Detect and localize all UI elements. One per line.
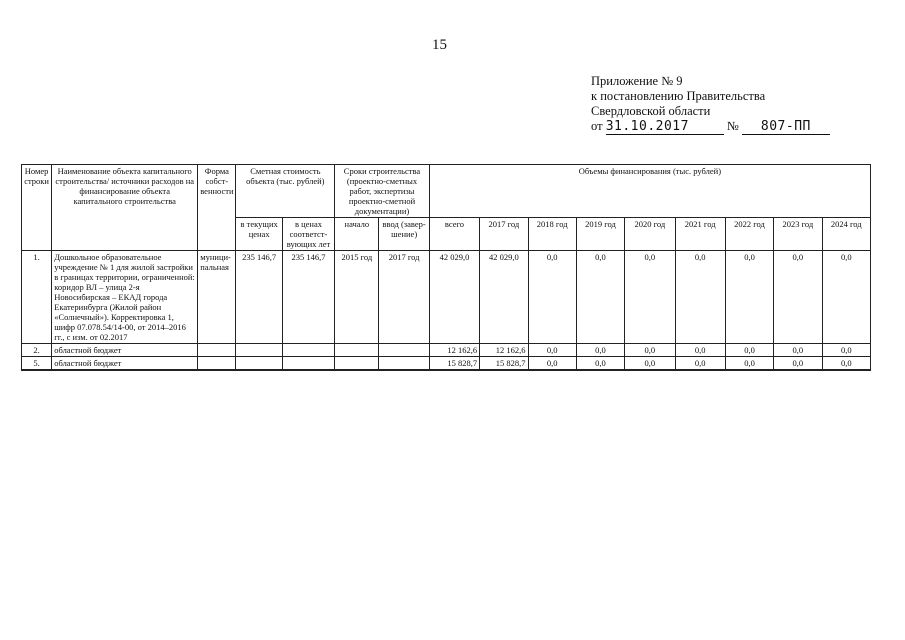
row-form: муници-пальная — [198, 251, 236, 344]
appendix-title: Приложение № 9 — [591, 74, 683, 88]
decree-date: 31.10.2017 — [606, 119, 724, 135]
row-cost-years — [282, 357, 334, 371]
row-year-value: 0,0 — [675, 344, 725, 357]
header-year: 2024 год — [822, 218, 871, 251]
date-prefix: от — [591, 119, 603, 133]
row-year-value: 15 828,7 — [480, 357, 528, 371]
header-form: Форма собст-венности — [198, 165, 236, 251]
appendix-block — [591, 74, 830, 135]
row-total: 42 029,0 — [429, 251, 479, 344]
header-year: 2021 год — [675, 218, 725, 251]
decree-number: 807-ПП — [742, 119, 830, 135]
row-year-value: 0,0 — [576, 357, 624, 371]
header-terms: Сроки строительства (проектно-сметных работ, экспертизы проектно-сметной документации) — [335, 165, 430, 218]
appendix-region: Свердловской области — [591, 104, 711, 118]
table-row — [22, 251, 871, 344]
header-cost-current: в текущих ценах — [236, 218, 282, 251]
row-year-value: 0,0 — [774, 251, 822, 344]
header-cost: Сметная стоимость объекта (тыс. рублей) — [236, 165, 335, 218]
row-name: Дошкольное образовательное учреждение № 1 для жилой застройки в границах территории, ограниченной: коридор ВЛ – улица 2-я Новосибирская – ЕКАД города Екатеринбурга (Жилой район «Солнечный»). Корректировка 1, шифр 07.078.54/14-00, от 2014–2016 гг., с изм. от 02.2017 — [52, 251, 198, 344]
row-year-value: 0,0 — [774, 357, 822, 371]
row-year-value: 0,0 — [528, 357, 576, 371]
number-prefix: № — [726, 119, 739, 133]
row-year-value: 0,0 — [725, 251, 773, 344]
row-year-value: 0,0 — [625, 344, 675, 357]
financing-table — [21, 164, 871, 371]
row-year-value: 0,0 — [675, 251, 725, 344]
row-year-value: 0,0 — [528, 251, 576, 344]
header-end: ввод (завер-шение) — [379, 218, 429, 251]
row-form — [198, 357, 236, 371]
row-cost-current — [236, 344, 282, 357]
row-year-value: 0,0 — [822, 344, 871, 357]
row-form — [198, 344, 236, 357]
row-total: 12 162,6 — [429, 344, 479, 357]
header-start: начало — [335, 218, 379, 251]
table-row — [22, 357, 871, 371]
row-year-value: 12 162,6 — [480, 344, 528, 357]
appendix-date-line — [591, 119, 830, 135]
row-cost-years — [282, 344, 334, 357]
row-name: областной бюджет — [52, 344, 198, 357]
row-year-value: 0,0 — [576, 251, 624, 344]
header-year: 2018 год — [528, 218, 576, 251]
row-start — [335, 357, 379, 371]
row-end — [379, 344, 429, 357]
row-start — [335, 344, 379, 357]
header-volume: Объемы финансирования (тыс. рублей) — [429, 165, 870, 218]
page-number: 15 — [432, 37, 447, 53]
header-year: 2019 год — [576, 218, 624, 251]
row-year-value: 0,0 — [822, 357, 871, 371]
row-year-value: 0,0 — [725, 357, 773, 371]
row-year-value: 42 029,0 — [480, 251, 528, 344]
row-year-value: 0,0 — [625, 251, 675, 344]
header-total: всего — [429, 218, 479, 251]
header-year: 2022 год — [725, 218, 773, 251]
row-cost-current — [236, 357, 282, 371]
header-name: Наименование объекта капитального строительства/ источники расходов на финансирование объекта капитального строительства — [52, 165, 198, 251]
row-num: 1. — [22, 251, 52, 344]
header-num: Номер строки — [22, 165, 52, 251]
header-year: 2023 год — [774, 218, 822, 251]
appendix-decree: к постановлению Правительства — [591, 89, 766, 103]
row-year-value: 0,0 — [725, 344, 773, 357]
row-num: 2. — [22, 344, 52, 357]
row-cost-current: 235 146,7 — [236, 251, 282, 344]
header-year: 2020 год — [625, 218, 675, 251]
row-year-value: 0,0 — [675, 357, 725, 371]
row-start: 2015 год — [335, 251, 379, 344]
row-year-value: 0,0 — [528, 344, 576, 357]
row-year-value: 0,0 — [576, 344, 624, 357]
row-num: 5. — [22, 357, 52, 371]
table-row — [22, 344, 871, 357]
row-year-value: 0,0 — [625, 357, 675, 371]
row-end — [379, 357, 429, 371]
header-year: 2017 год — [480, 218, 528, 251]
header-cost-years: в ценах соответст-вующих лет — [282, 218, 334, 251]
row-name: областной бюджет — [52, 357, 198, 371]
row-end: 2017 год — [379, 251, 429, 344]
row-year-value: 0,0 — [822, 251, 871, 344]
row-cost-years: 235 146,7 — [282, 251, 334, 344]
row-year-value: 0,0 — [774, 344, 822, 357]
row-total: 15 828,7 — [429, 357, 479, 371]
